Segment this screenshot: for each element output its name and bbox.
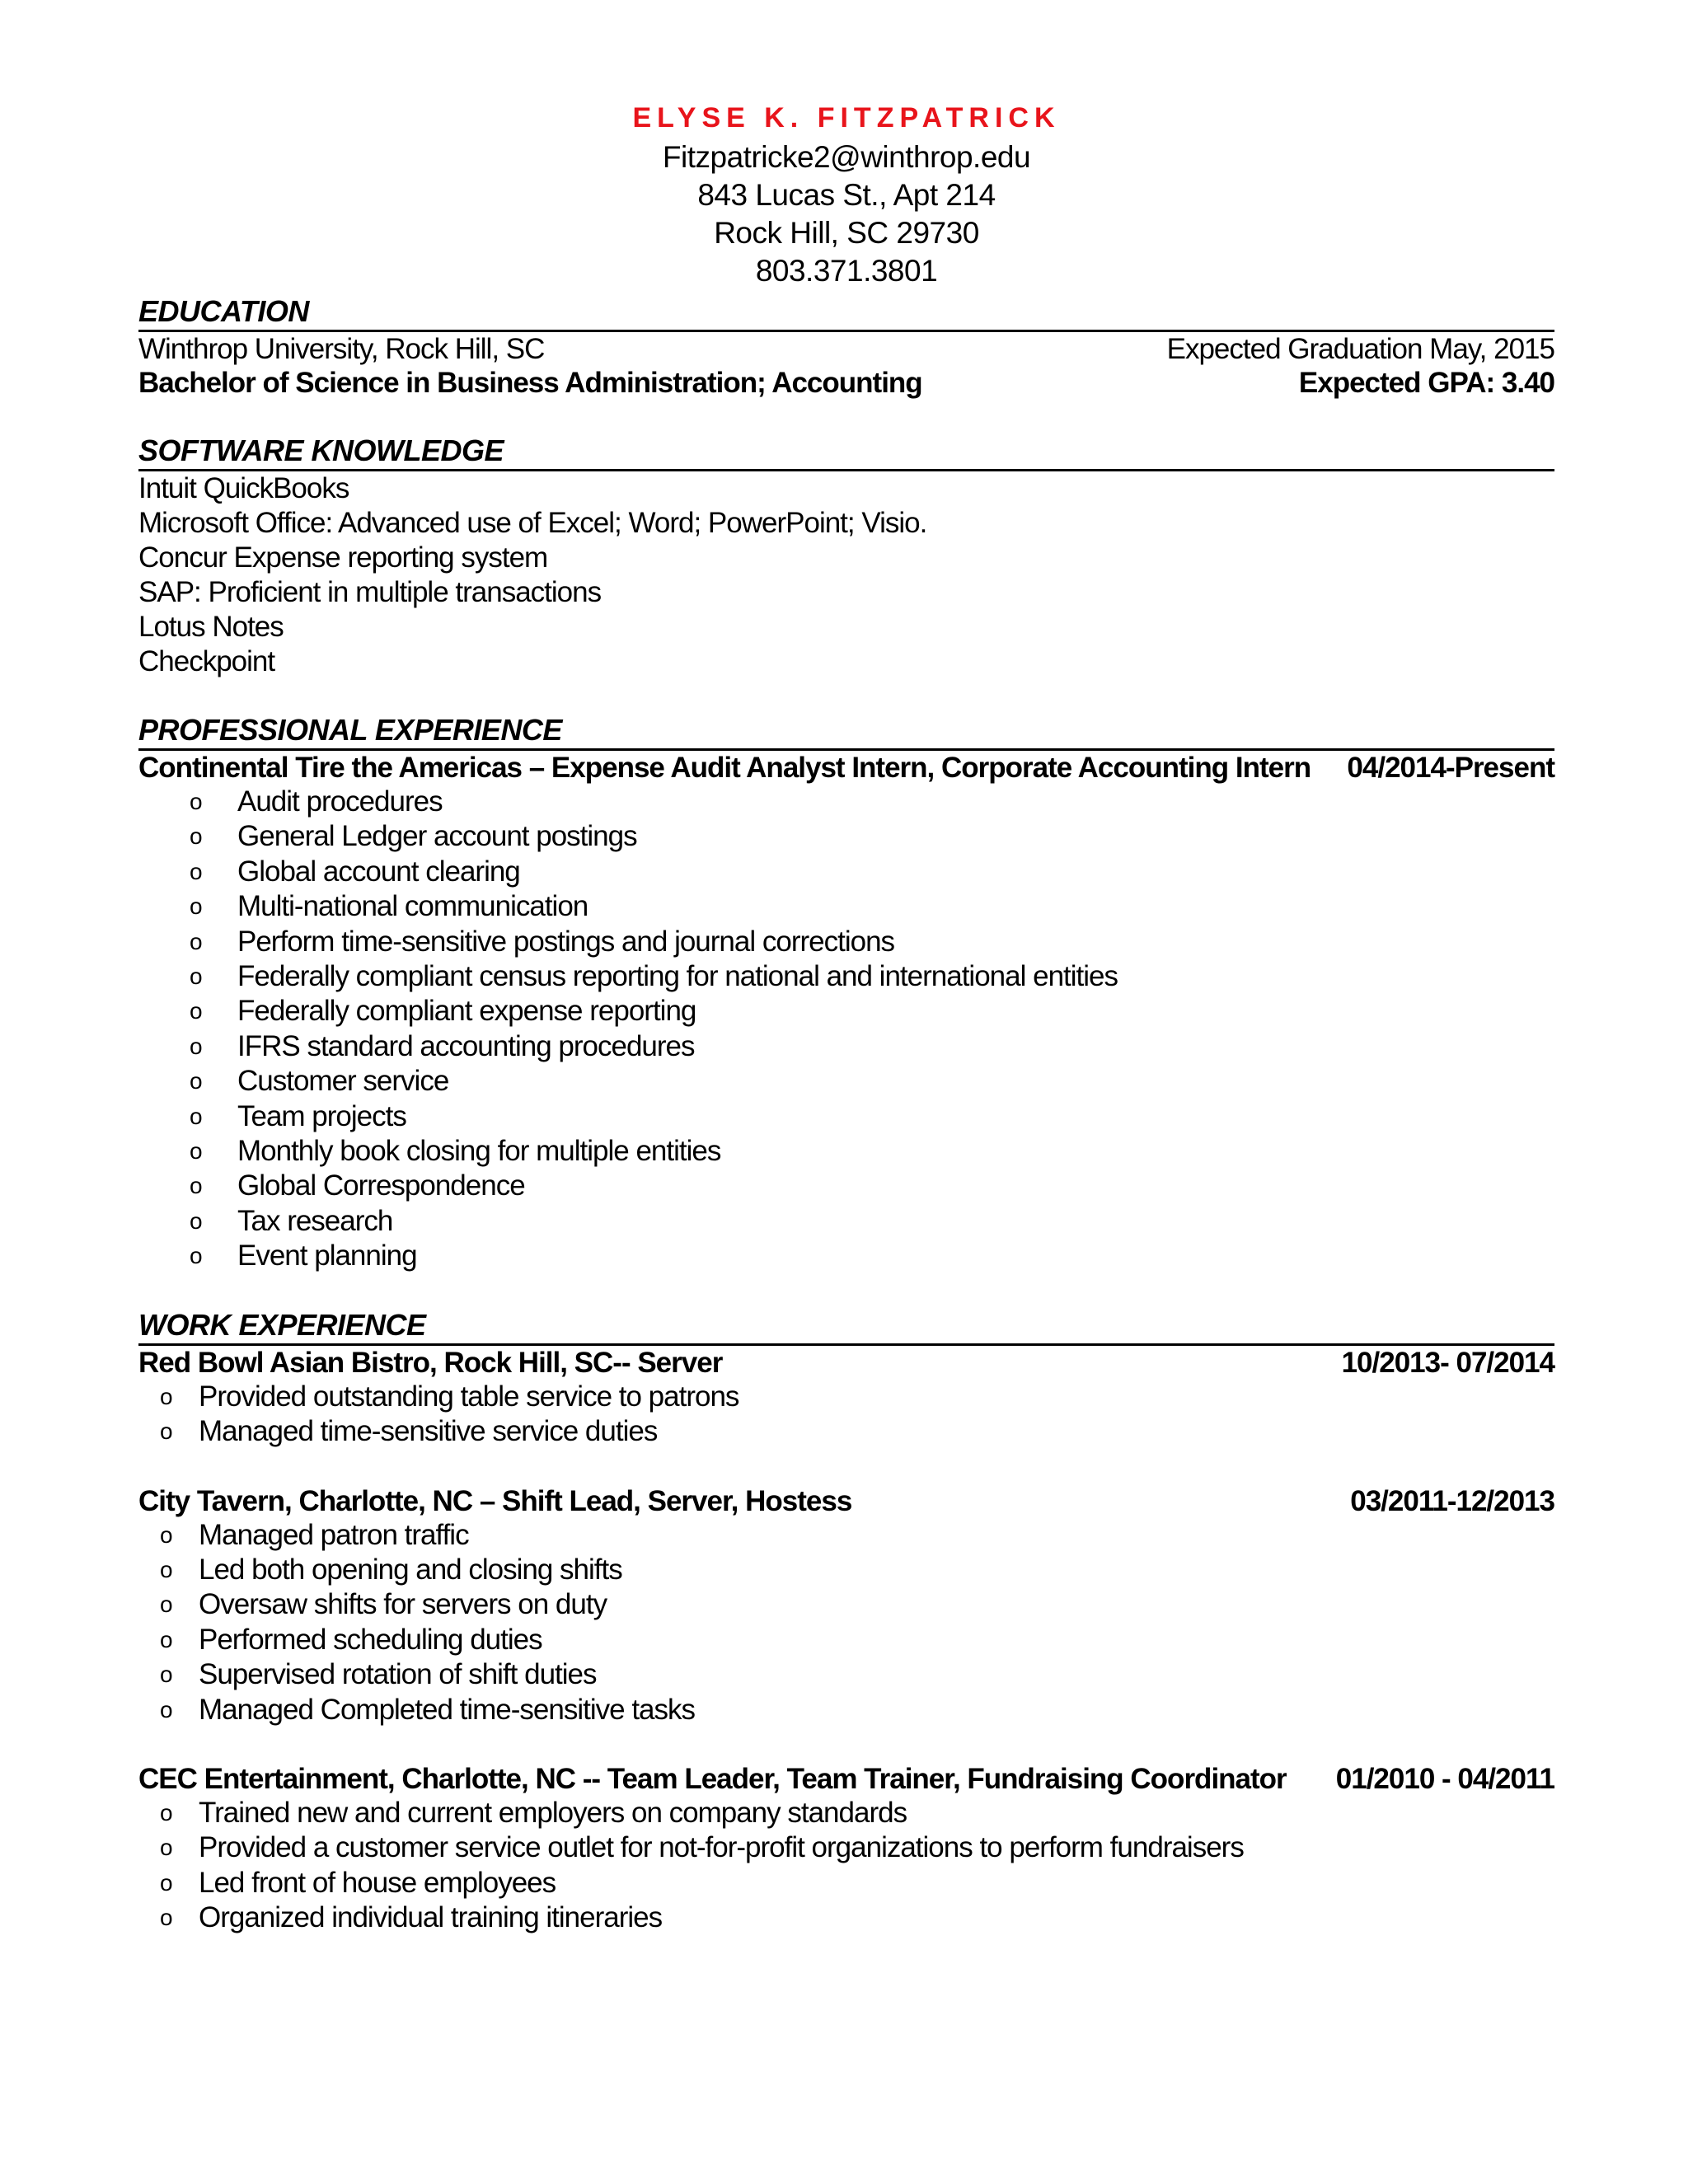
list-item: o Oversaw shifts for servers on duty (138, 1587, 1554, 1622)
bullet-circle-icon: o (190, 893, 202, 920)
list-item: o Global account clearing (138, 855, 1554, 889)
list-item: o Tax research (138, 1204, 1554, 1239)
software-item: Checkpoint (138, 645, 275, 677)
work-bullets (138, 1518, 1554, 1727)
software-item: SAP: Proficient in multiple transactions (138, 576, 602, 608)
list-item: o Led both opening and closing shifts (138, 1553, 1554, 1587)
bullet-circle-icon: o (190, 1033, 202, 1059)
work-bullets (138, 1796, 1554, 1936)
professional-section (138, 712, 1554, 1274)
list-item: o Multi-national communication (138, 889, 1554, 924)
list-item: o Perform time-sensitive postings and journal corrections (138, 925, 1554, 959)
job-dates: 01/2010 - 04/2011 (1335, 1762, 1554, 1795)
professional-bullets (138, 785, 1554, 1274)
bullet-circle-icon: o (190, 1068, 202, 1094)
job-title: Continental Tire the Americas – Expense Audit Analyst Intern, Corporate Accounting Intern (138, 752, 1311, 784)
bullet-circle-icon: o (190, 963, 202, 990)
list-item: o Supervised rotation of shift duties (138, 1657, 1554, 1692)
list-item: o Trained new and current employers on company standards (138, 1796, 1554, 1830)
list-item: o Provided outstanding table service to patrons (138, 1380, 1554, 1414)
software-item: Concur Expense reporting system (138, 541, 548, 574)
software-title: SOFTWARE KNOWLEDGE (138, 433, 1554, 471)
job-title: Red Bowl Asian Bistro, Rock Hill, SC-- Server (138, 1346, 723, 1379)
list-item: o Global Correspondence (138, 1169, 1554, 1203)
bullet-circle-icon: o (190, 998, 202, 1024)
list-item: o Federally compliant census reporting for national and international entities (138, 959, 1554, 994)
bullet-circle-icon: o (160, 1905, 172, 1931)
job-title: CEC Entertainment, Charlotte, NC -- Team Leader, Team Trainer, Fundraising Coordinator (138, 1762, 1287, 1795)
list-item: o Provided a customer service outlet for not-for-profit organizations to perform fundraisers (138, 1830, 1554, 1865)
gpa: Expected GPA: 3.40 (1298, 367, 1554, 399)
work-title: WORK EXPERIENCE (138, 1307, 1554, 1346)
graduation-date: Expected Graduation May, 2015 (1166, 333, 1554, 365)
street-address: 843 Lucas St., Apt 214 (697, 178, 996, 212)
list-item: o Customer service (138, 1064, 1554, 1099)
list-item: o Federally compliant expense reporting (138, 994, 1554, 1029)
list-item: o Team projects (138, 1099, 1554, 1134)
work-job (138, 1484, 1554, 1727)
work-job-row (138, 1346, 1554, 1380)
phone-number: 803.371.3801 (755, 254, 938, 288)
bullet-circle-icon: o (190, 1243, 202, 1269)
work-job-row (138, 1484, 1554, 1518)
candidate-name: ELYSE K. FITZPATRICK (632, 102, 1061, 134)
education-row-school (138, 332, 1554, 366)
job-title: City Tavern, Charlotte, NC – Shift Lead, Server, Hostess (138, 1484, 852, 1517)
bullet-circle-icon: o (190, 1103, 202, 1129)
list-item: o Managed patron traffic (138, 1518, 1554, 1553)
education-row-degree (138, 366, 1554, 400)
bullet-circle-icon: o (160, 1835, 172, 1861)
software-list (138, 471, 1554, 679)
list-item: o Managed Completed time-sensitive tasks (138, 1693, 1554, 1727)
bullet-circle-icon: o (160, 1591, 172, 1618)
bullet-circle-icon: o (190, 1138, 202, 1165)
list-item: o Led front of house employees (138, 1866, 1554, 1900)
email-address[interactable]: Fitzpatricke2@winthrop.edu (662, 140, 1031, 174)
bullet-circle-icon: o (160, 1626, 172, 1652)
bullet-circle-icon: o (160, 1383, 172, 1409)
software-item: Intuit QuickBooks (138, 472, 349, 504)
resume-page (138, 0, 1554, 1936)
education-section (138, 293, 1554, 400)
list-item: o Performed scheduling duties (138, 1623, 1554, 1657)
list-item: o IFRS standard accounting procedures (138, 1029, 1554, 1064)
bullet-circle-icon: o (190, 789, 202, 814)
work-job (138, 1346, 1554, 1450)
bullet-circle-icon: o (160, 1556, 172, 1582)
software-section (138, 433, 1554, 679)
bullet-circle-icon: o (190, 1173, 202, 1199)
bullet-circle-icon: o (160, 1661, 172, 1688)
school-name: Winthrop University, Rock Hill, SC (138, 333, 545, 365)
bullet-circle-icon: o (160, 1418, 172, 1445)
bullet-circle-icon: o (190, 823, 202, 850)
list-item: o Monthly book closing for multiple entities (138, 1134, 1554, 1169)
work-job (138, 1762, 1554, 1936)
education-title: EDUCATION (138, 293, 1554, 332)
list-item: o Event planning (138, 1239, 1554, 1273)
bullet-circle-icon: o (160, 1799, 172, 1825)
list-item: o Managed time-sensitive service duties (138, 1414, 1554, 1449)
city-state-zip: Rock Hill, SC 29730 (714, 216, 979, 250)
work-section (138, 1307, 1554, 1936)
professional-job-row (138, 751, 1554, 785)
bullet-circle-icon: o (160, 1696, 172, 1722)
bullet-circle-icon: o (190, 858, 202, 884)
job-dates: 10/2013- 07/2014 (1341, 1346, 1554, 1379)
work-job-row (138, 1762, 1554, 1796)
bullet-circle-icon: o (190, 928, 202, 954)
bullet-circle-icon: o (160, 1521, 172, 1548)
professional-title: PROFESSIONAL EXPERIENCE (138, 712, 1554, 751)
bullet-circle-icon: o (160, 1869, 172, 1896)
work-bullets (138, 1380, 1554, 1450)
list-item: o Organized individual training itineraries (138, 1900, 1554, 1935)
degree-name: Bachelor of Science in Business Administration; Accounting (138, 367, 922, 399)
list-item: o Audit procedures (138, 785, 1554, 819)
list-item: o General Ledger account postings (138, 819, 1554, 854)
bullet-circle-icon: o (190, 1207, 202, 1234)
job-dates: 03/2011-12/2013 (1350, 1484, 1554, 1517)
resume-header (138, 97, 1554, 290)
job-dates: 04/2014-Present (1347, 752, 1554, 784)
software-item: Lotus Notes (138, 611, 284, 643)
software-item: Microsoft Office: Advanced use of Excel; Word; PowerPoint; Visio. (138, 507, 927, 539)
